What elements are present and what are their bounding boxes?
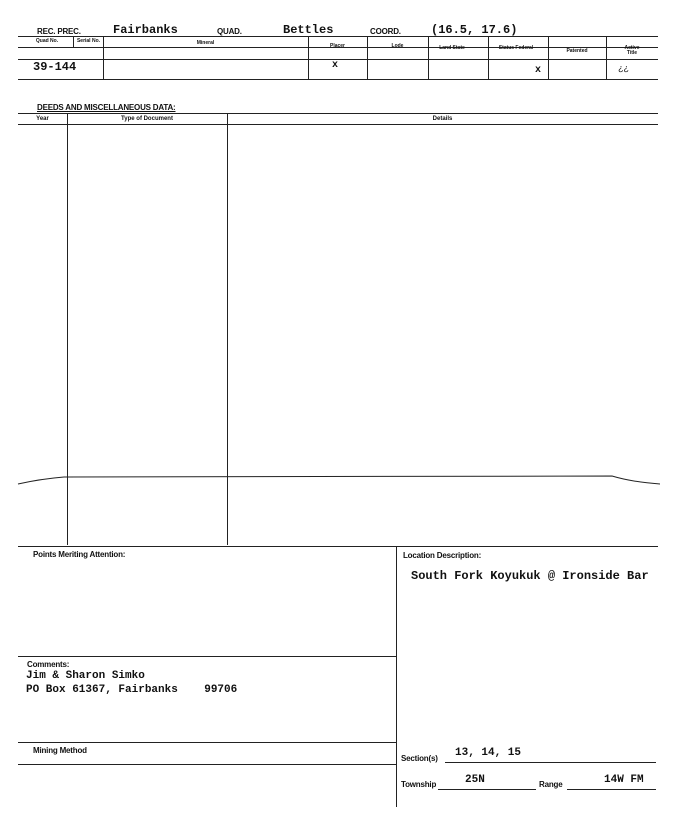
mining-top-rule	[18, 742, 396, 743]
range-value: 14W FM	[604, 774, 644, 786]
deeds-col-details: Details	[432, 116, 453, 122]
deeds-header-rule	[18, 124, 658, 125]
township-value: 25N	[465, 774, 485, 786]
quad-value: Bettles	[283, 23, 334, 37]
deeds-col-year: Year	[36, 116, 49, 122]
federal-mark: x	[535, 65, 542, 76]
comments-top-rule	[18, 656, 396, 657]
mining-method-label: Mining Method	[33, 746, 87, 755]
deeds-top-rule	[18, 113, 658, 114]
coord-label: COORD.	[370, 27, 401, 36]
lower-center-divider	[396, 546, 397, 807]
col-land-state: Land State	[439, 45, 465, 51]
location-label: Location Description:	[403, 551, 482, 560]
deeds-title: DEEDS AND MISCELLANEOUS DATA:	[37, 103, 176, 112]
col-lode: Lode	[391, 43, 404, 49]
col-divider-active	[606, 36, 607, 79]
placer-mark: x	[332, 60, 339, 71]
rec-prec-value: Fairbanks	[113, 23, 178, 37]
quad-serial-value: 39-144	[33, 60, 77, 74]
col-status-federal: Status Federal	[498, 45, 534, 51]
comments-line-2: PO Box 61367, Fairbanks 99706	[26, 684, 238, 696]
mining-bottom-rule	[18, 764, 396, 765]
col-placer: Placer	[329, 43, 345, 49]
township-label: Township	[401, 780, 437, 789]
points-label: Points Meriting Attention:	[33, 550, 126, 559]
col-quad-no: Quad No.	[35, 38, 59, 44]
township-underline	[438, 789, 536, 790]
table-top-rule	[18, 36, 658, 37]
sections-underline	[445, 762, 656, 763]
coord-value: (16.5, 17.6)	[431, 23, 518, 37]
col-active-title: Active Title	[624, 45, 640, 56]
col-patented: Patented	[566, 48, 588, 54]
comments-label: Comments:	[27, 660, 70, 669]
col-serial-no: Serial No.	[76, 38, 101, 44]
sections-label: Section(s)	[401, 754, 438, 763]
col-divider-land	[428, 36, 429, 79]
quad-label: QUAD.	[217, 27, 242, 36]
table-bottom-rule	[18, 79, 658, 80]
range-label: Range	[539, 780, 563, 789]
comments-line-1: Jim & Sharon Simko	[26, 670, 145, 682]
col-divider-lode	[367, 36, 368, 79]
lower-top-rule	[18, 546, 658, 547]
page-fold-curve	[0, 470, 678, 495]
active-title-mark: ¿¿	[618, 64, 629, 74]
rec-prec-label: REC. PREC.	[37, 27, 81, 36]
location-value: South Fork Koyukuk @ Ironside Bar	[411, 569, 649, 583]
col-divider-federal	[488, 36, 489, 79]
sections-value: 13, 14, 15	[455, 747, 522, 759]
col-mineral: Mineral	[196, 40, 215, 46]
col-divider-placer	[308, 36, 309, 79]
col-divider-patented	[548, 36, 549, 79]
range-underline	[567, 789, 656, 790]
deeds-col-type: Type of Document	[121, 116, 173, 122]
